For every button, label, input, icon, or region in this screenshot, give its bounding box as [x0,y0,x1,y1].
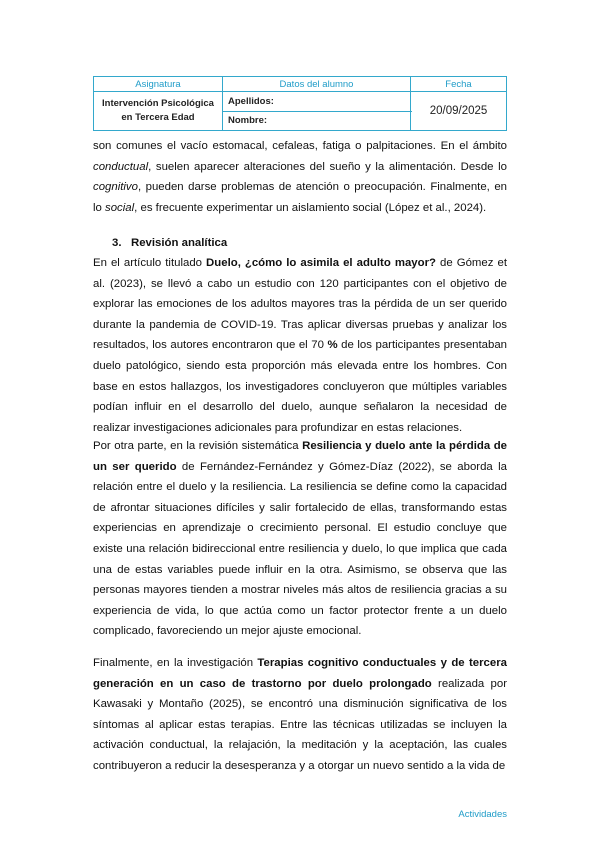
section-heading [112,233,227,253]
p0-text-2: , suelen aparecer alteraciones del sueño y la alimentación. Desde lo [148,160,507,173]
date-value: 20/09/2025 [411,92,507,131]
p0-italic-social: social [105,201,135,214]
paragraph-intro [93,136,507,218]
section-number: 3. [112,237,122,249]
p1-bold-title: Duelo, ¿cómo lo asimila el adulto mayor? [206,257,436,269]
name-label: Nombre: [223,111,411,131]
p2-text-1: Por otra parte, en la revisión sistemática [93,440,303,452]
header-table [93,76,507,131]
section-title: Revisión analítica [131,237,228,249]
footer-label: Actividades [458,809,507,820]
p2-bold-title: Resiliencia y duelo ante la pérdida de un ser querido [93,440,507,473]
p3-text-1: Finalmente, en la investigación [93,657,258,669]
p2-text-2: de Fernández-Fernández y Gómez-Díaz (2022), se aborda la relación entre el duelo y la resiliencia. La resiliencia se define como la capacidad de afrontar situaciones difíciles y salir fortalecido de ellas, transformando estas experiencias en aprendizaje o crecimiento personal. El estudio concluye que existe una relación bidireccional entre resiliencia y duelo, lo que implica que cada una de estas variables puede influir en la otra. Asimismo, se observa que las personas mayores tienden a mostrar niveles más altos de resiliencia gracias a su experiencia de vida, lo que actúa como un factor protector frente a un duelo complicado, favoreciendo un mejor ajuste emocional. [93,460,507,638]
p1-text-3: de los participantes presentaban duelo patológico, siendo esta proporción más elevada entre los hombres. Con base en estos hallazgos, los investigadores concluyeron que múltiples variables podían influir en el desarrollo del duelo, aunque señalaron la necesidad de realizar investigaciones adicionales para profundizar en estas relaciones. [93,339,507,434]
header-col-subject: Asignatura [94,77,223,92]
p1-text-1: En el artículo titulado [93,257,207,269]
paragraph-resiliencia [93,436,507,642]
p0-italic-conductual: conductual [93,160,149,173]
subject-line-1: Intervención Psicológica [102,98,214,109]
header-col-date: Fecha [411,77,507,92]
p1-text-2: de Gómez et al. (2023), se llevó a cabo un estudio con 120 participantes con el objetivo de explorar las emociones de los adultos mayores tras la pérdida de un ser querido durante la pandemia de COVID-19. Tras aplicar diversas pruebas y analizar los resultados, los autores encontraron que el 70 [93,257,507,352]
p1-bold-percent: % [327,339,338,352]
paragraph-gomez [93,253,507,438]
surname-label: Apellidos: [223,92,411,112]
p0-italic-cognitivo: cognitivo [93,181,138,194]
p0-text-1: son comunes el vacío estomacal, cefaleas, fatiga o palpitaciones. En el ámbito [93,140,507,152]
paragraph-terapias [93,653,507,777]
p0-text-3: , pueden darse problemas de atención o preocupación. Finalmente, en lo [93,181,507,214]
p0-text-4: , es frecuente experimentar un aislamiento social (López et al., 2024). [134,201,487,214]
p3-bold-title: Terapias cognitivo conductuales y de tercera generación en un caso de trastorno por duelo prolongado [93,657,507,690]
header-col-student: Datos del alumno [223,77,411,92]
p3-text-2: realizada por Kawasaki y Montaño (2025), se encontró una disminución significativa de los síntomas al aplicar estas terapias. Entre las técnicas utilizadas se incluyen la activación conductual, la relajación, la meditación y la aceptación, las cuales contribuyeron a reducir la desesperanza y a otorgar un nuevo sentido a la vida de [93,677,507,772]
subject-line-2: en Tercera Edad [121,112,195,123]
subject-cell [94,92,223,131]
